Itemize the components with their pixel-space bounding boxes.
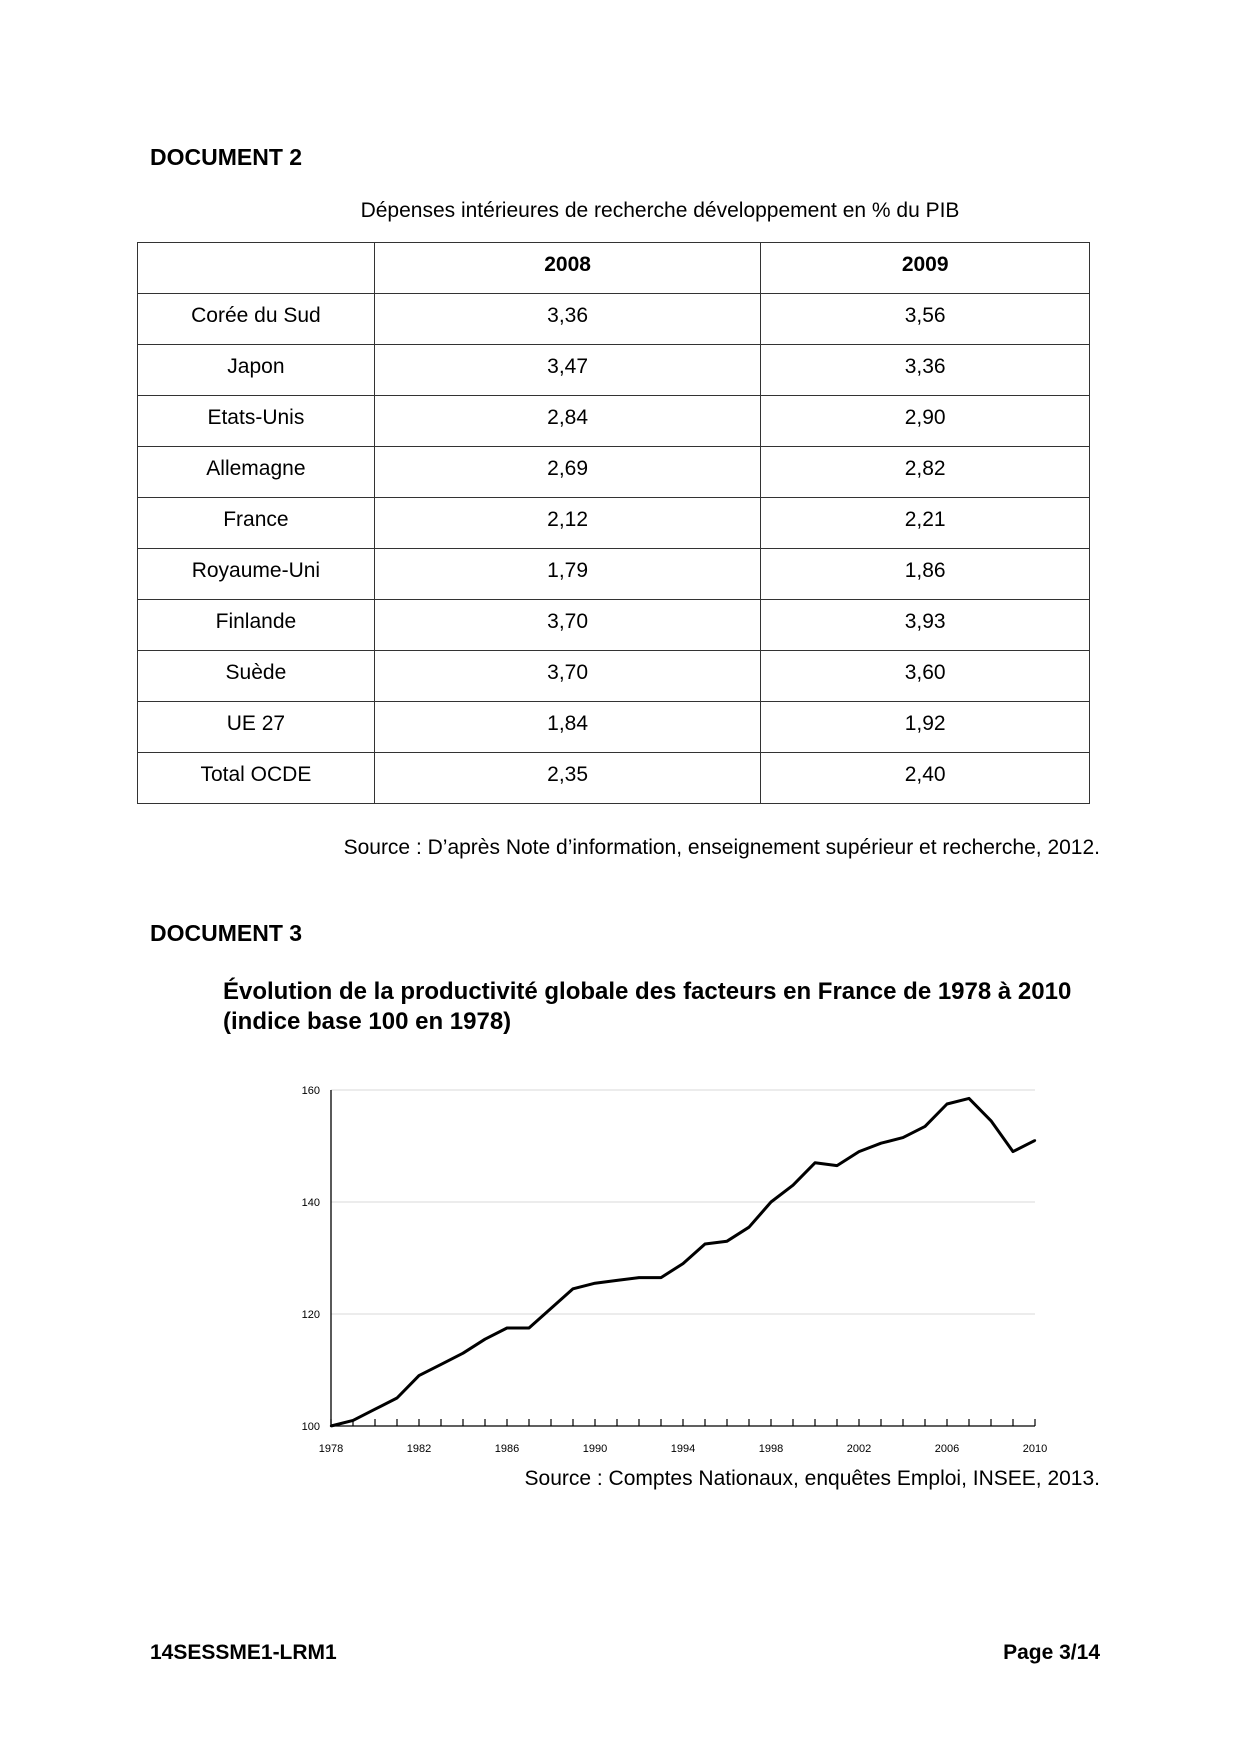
table-row: [138, 294, 1090, 345]
data-point: [1012, 1150, 1014, 1152]
rd-spending-table: [137, 242, 1090, 804]
data-point: [374, 1408, 376, 1410]
value-2009-cell: 2,90: [761, 396, 1090, 447]
value-2008-cell: 1,84: [374, 702, 761, 753]
x-tick-label: 2006: [934, 1443, 960, 1455]
x-tick-label: 1982: [406, 1443, 432, 1455]
data-point: [814, 1162, 816, 1164]
table-header-cell: 2008: [374, 243, 761, 294]
table-row: [138, 498, 1090, 549]
data-point: [946, 1103, 948, 1105]
data-point: [330, 1425, 332, 1427]
table-row: [138, 702, 1090, 753]
data-point: [748, 1226, 750, 1228]
country-cell: Suède: [138, 651, 375, 702]
table-row: [138, 447, 1090, 498]
data-point: [924, 1125, 926, 1127]
value-2009-cell: 1,92: [761, 702, 1090, 753]
value-2008-cell: 3,70: [374, 651, 761, 702]
x-tick-label: 1978: [318, 1443, 344, 1455]
value-2008-cell: 3,36: [374, 294, 761, 345]
x-tick-label: 1994: [670, 1443, 696, 1455]
data-point: [528, 1327, 530, 1329]
y-tick-label: 100: [301, 1421, 320, 1433]
data-point: [594, 1282, 596, 1284]
country-cell: UE 27: [138, 702, 375, 753]
table-row: [138, 651, 1090, 702]
x-tick-label: 1986: [494, 1443, 520, 1455]
data-point: [660, 1276, 662, 1278]
chart-source: Source : Comptes Nationaux, enquêtes Emploi, INSEE, 2013.: [524, 1467, 1100, 1490]
table-row: [138, 753, 1090, 804]
data-point: [836, 1164, 838, 1166]
y-tick-label: 160: [301, 1085, 320, 1097]
data-point: [990, 1120, 992, 1122]
x-tick-label: 2010: [1022, 1443, 1048, 1455]
data-point: [506, 1327, 508, 1329]
value-2008-cell: 3,70: [374, 600, 761, 651]
data-point: [396, 1397, 398, 1399]
value-2009-cell: 3,93: [761, 600, 1090, 651]
footer-document-code: 14SESSME1-LRM1: [150, 1641, 337, 1664]
data-point: [462, 1352, 464, 1354]
country-cell: Allemagne: [138, 447, 375, 498]
data-point: [726, 1240, 728, 1242]
value-2008-cell: 2,35: [374, 753, 761, 804]
table-title: Dépenses intérieures de recherche développement en % du PIB: [360, 199, 960, 222]
data-point: [902, 1136, 904, 1138]
value-2008-cell: 1,79: [374, 549, 761, 600]
value-2009-cell: 3,36: [761, 345, 1090, 396]
series-line: [331, 1098, 1035, 1426]
table-row: [138, 549, 1090, 600]
country-cell: Japon: [138, 345, 375, 396]
data-point: [682, 1262, 684, 1264]
value-2009-cell: 2,21: [761, 498, 1090, 549]
data-point: [572, 1288, 574, 1290]
country-cell: Corée du Sud: [138, 294, 375, 345]
data-point: [792, 1184, 794, 1186]
table-header-cell: 2009: [761, 243, 1090, 294]
y-tick-label: 120: [301, 1309, 320, 1321]
x-tick-label: 2002: [846, 1443, 872, 1455]
data-point: [352, 1419, 354, 1421]
x-tick-label: 1998: [758, 1443, 784, 1455]
data-point: [638, 1276, 640, 1278]
data-point: [484, 1338, 486, 1340]
data-point: [858, 1150, 860, 1152]
value-2008-cell: 2,69: [374, 447, 761, 498]
value-2009-cell: 2,40: [761, 753, 1090, 804]
footer-page-number: Page 3/14: [1003, 1641, 1100, 1664]
x-tick-label: 1990: [582, 1443, 608, 1455]
data-point: [418, 1374, 420, 1376]
table-row: [138, 345, 1090, 396]
country-cell: Finlande: [138, 600, 375, 651]
chart-title: Évolution de la productivité globale des facteurs en France de 1978 à 2010 (indice base 100 en 1978): [223, 978, 1072, 1035]
y-tick-label: 140: [301, 1197, 320, 1209]
data-point: [440, 1363, 442, 1365]
table-header-row: [138, 243, 1090, 294]
table-row: [138, 600, 1090, 651]
value-2009-cell: 2,82: [761, 447, 1090, 498]
data-point: [1034, 1139, 1036, 1141]
data-point: [704, 1243, 706, 1245]
value-2009-cell: 1,86: [761, 549, 1090, 600]
data-point: [880, 1142, 882, 1144]
data-point: [968, 1097, 970, 1099]
value-2008-cell: 3,47: [374, 345, 761, 396]
table-header-cell: [138, 243, 375, 294]
value-2008-cell: 2,84: [374, 396, 761, 447]
value-2009-cell: 3,56: [761, 294, 1090, 345]
data-point: [550, 1307, 552, 1309]
country-cell: Total OCDE: [138, 753, 375, 804]
table-row: [138, 396, 1090, 447]
value-2008-cell: 2,12: [374, 498, 761, 549]
value-2009-cell: 3,60: [761, 651, 1090, 702]
document-3-heading: DOCUMENT 3: [150, 920, 303, 946]
country-cell: Royaume-Uni: [138, 549, 375, 600]
data-point: [770, 1201, 772, 1203]
country-cell: France: [138, 498, 375, 549]
data-point: [616, 1279, 618, 1281]
table-source: Source : D’après Note d’information, enseignement supérieur et recherche, 2012.: [343, 836, 1100, 859]
country-cell: Etats-Unis: [138, 396, 375, 447]
document-2-heading: DOCUMENT 2: [150, 144, 303, 170]
